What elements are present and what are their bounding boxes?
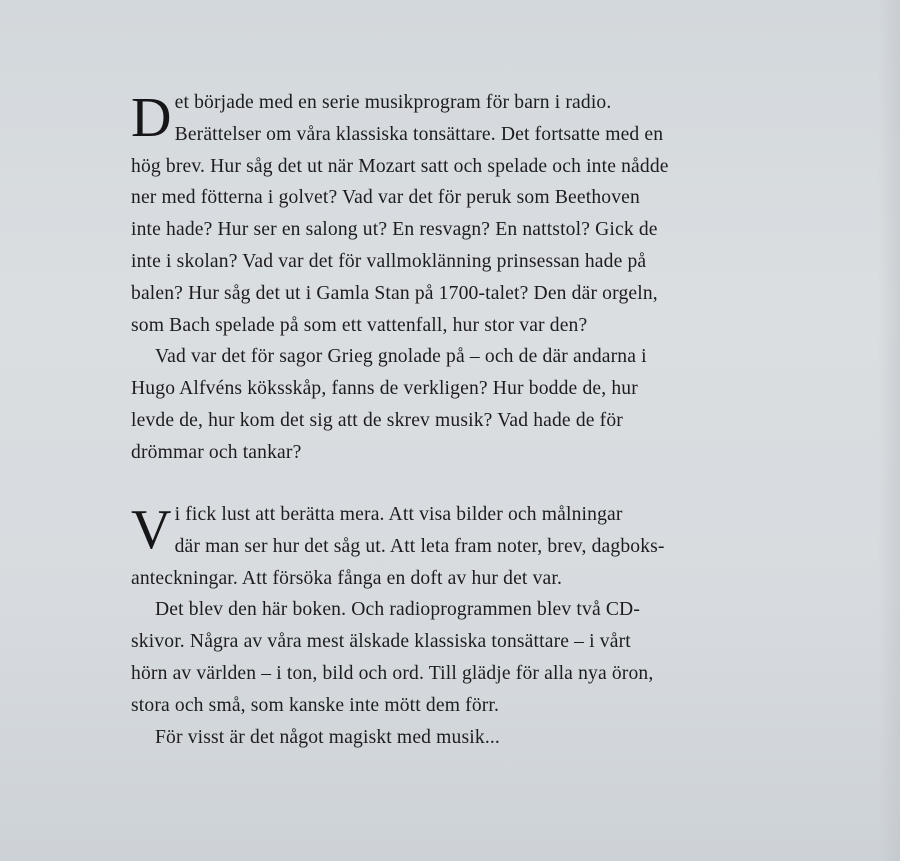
text-line: inte i skolan? Vad var det för vallmoklänning prinsessan hade på xyxy=(131,250,647,272)
text-line: där man ser hur det såg ut. Att leta fram noter, brev, dagboks- xyxy=(174,535,665,557)
text-line: hörn av världen – i ton, bild och ord. Till glädje för alla nya öron, xyxy=(131,662,654,684)
text-line: För visst är det något magiskt med musik... xyxy=(155,726,500,748)
text-line: balen? Hur såg det ut i Gamla Stan på 1700-talet? Den där orgeln, xyxy=(131,282,658,304)
paragraph-block-2 xyxy=(131,499,811,753)
drop-cap-d: D xyxy=(131,87,172,149)
text-line: Vad var det för sagor Grieg gnolade på – och de där andarna i xyxy=(155,346,647,368)
text-line: drömmar och tankar? xyxy=(131,441,302,463)
page-edge-shadow xyxy=(878,0,900,861)
text-line: levde de, hur kom det sig att de skrev musik? Vad hade de för xyxy=(131,409,623,431)
text-line: Det blev den här boken. Och radioprogrammen blev två CD- xyxy=(155,599,641,621)
text-line: skivor. Några av våra mest älskade klassiska tonsättare – i vårt xyxy=(131,631,631,653)
text-line: anteckningar. Att försöka fånga en doft av hur det var. xyxy=(131,567,563,589)
text-line: et började med en serie musikprogram för barn i radio. xyxy=(174,92,612,113)
text-line: inte hade? Hur ser en salong ut? En resvagn? En nattstol? Gick de xyxy=(131,219,658,241)
drop-cap-v: V xyxy=(131,499,172,561)
text-line: stora och små, som kanske inte mött dem förr. xyxy=(131,694,500,716)
text-line: hög brev. Hur såg det ut när Mozart satt och spelade och inte nådde xyxy=(131,155,669,177)
text-line: ner med fötterna i golvet? Vad var det för peruk som Beethoven xyxy=(131,187,640,209)
paragraph-block-1 xyxy=(131,87,811,469)
text-line: som Bach spelade på som ett vattenfall, hur stor var den? xyxy=(131,314,588,336)
text-line: Berättelser om våra klassiska tonsättare. Det fortsatte med en xyxy=(174,123,664,145)
text-line: Hugo Alfvéns köksskåp, fanns de verkligen? Hur bodde de, hur xyxy=(131,378,638,400)
text-line: i fick lust att berätta mera. Att visa bilder och målningar xyxy=(174,504,623,525)
